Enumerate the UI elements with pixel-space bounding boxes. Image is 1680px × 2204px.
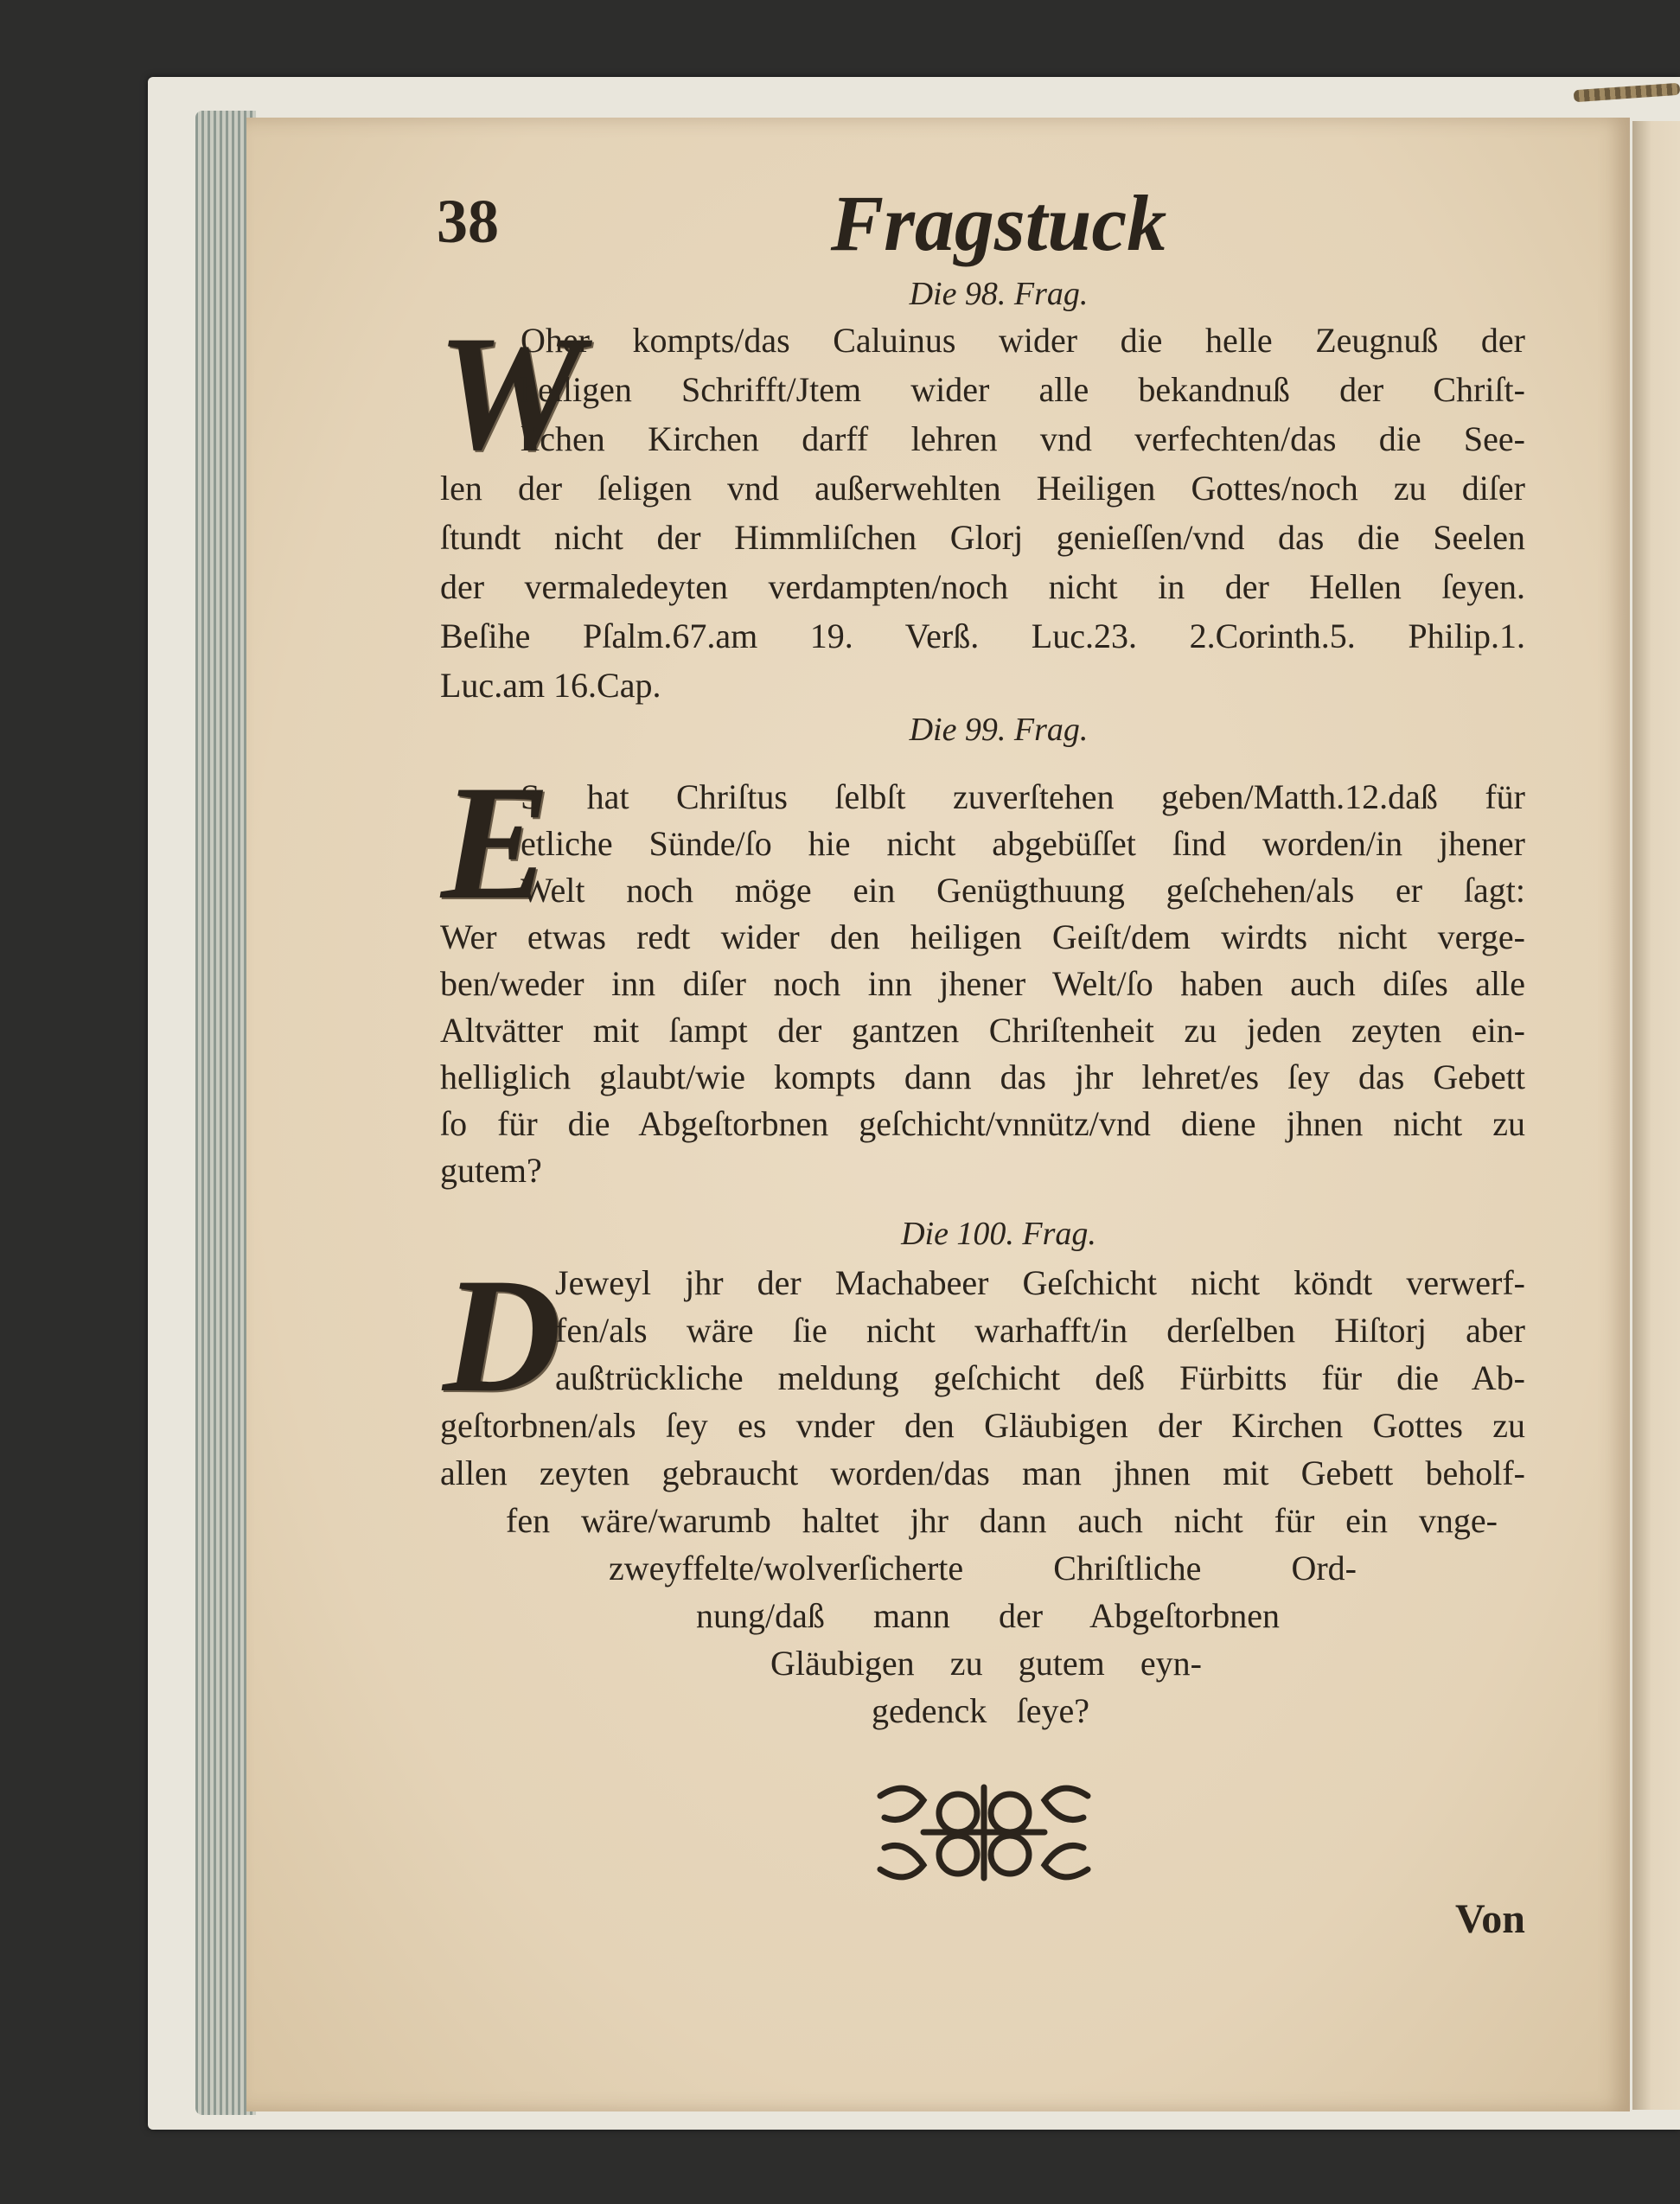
text-line: lichen Kirchen darff lehren vnd verfechten/das die See- [521,419,1525,458]
text-line: Luc.am 16.Cap. [440,666,661,705]
running-head: Fragstuck [830,179,1167,267]
text-line: geſtorbnen/als ſey es vnder den Gläubigen der Kirchen Gottes zu [440,1406,1525,1445]
text-line: S hat Chriſtus ſelbſt zuverſtehen geben/Matth.12.daß für [521,777,1525,816]
question-heading: Die 99. Frag. [909,712,1089,748]
text-line: heiligen Schrifft/Jtem wider alle bekandnuß der Chriſt- [521,370,1525,409]
text-line: Oher kompts/das Caluinus wider die helle Zeugnuß der [521,321,1525,360]
facing-page-edge [1632,121,1680,2110]
question-heading: Die 98. Frag. [909,276,1089,312]
text-line: ſtundt nicht der Himmliſchen Glorj genieſſen/vnd das die Seelen [440,518,1525,557]
text-line: allen zeyten gebraucht worden/das man jhnen mit Gebett beholf- [440,1453,1525,1492]
text-line: der vermaledeyten verdampten/noch nicht in der Hellen ſeyen. [440,567,1525,606]
drop-cap: W [437,303,583,484]
text-line: ben/weder inn diſer noch inn jhener Welt/ſo haben auch diſes alle [440,964,1525,1003]
text-line: außtrückliche meldung geſchicht deß Fürbitts für die Ab- [555,1358,1525,1397]
text-line: fen/als wäre ſie nicht warhafft/in derſelben Hiſtorj aber [555,1311,1525,1350]
text-line: Gläubigen zu gutem eyn- [770,1644,1202,1683]
text-line: nung/daß mann der Abgeſtorbnen [696,1596,1280,1635]
ornament-icon [872,1779,1096,1887]
text-line: gutem? [440,1151,542,1190]
text-line: len der ſeligen vnd außerwehlten Heiligen Gottes/noch zu diſer [440,469,1525,508]
text-line: ſo für die Abgeſtorbnen geſchicht/vnnütz/vnd diene jhnen nicht zu [440,1104,1525,1143]
text-line: fen wäre/warumb haltet jhr dann auch nicht für ein vnge- [506,1501,1498,1540]
drop-cap: D [443,1245,562,1427]
text-line: Jeweyl jhr der Machabeer Geſchicht nicht köndt verwerf- [555,1263,1525,1302]
question-heading: Die 100. Frag. [901,1216,1096,1252]
text-line: etliche Sünde/ſo hie nicht abgebüſſet ſind worden/in jhener [521,824,1525,863]
text-line: helliglich glaubt/wie kompts dann das jhr lehret/es ſey das Gebett [440,1057,1525,1096]
page-number: 38 [437,187,499,256]
text-line: Altvätter mit ſampt der gantzen Chriſtenheit zu jeden zeyten ein- [440,1011,1525,1050]
text-line: Welt noch möge ein Genügthuung geſchehen/als er ſagt: [521,871,1525,910]
text-line: zweyffelte/wolverſicherte Chriſtliche Ord- [609,1549,1357,1588]
text-line: Wer etwas redt wider den heiligen Geiſt/dem wirdts nicht verge- [440,917,1525,956]
drop-cap: E [441,752,551,934]
catchword: Von [1455,1896,1525,1942]
text-line: gedenck ſeye? [872,1691,1089,1730]
text-line: Beſihe Pſalm.67.am 19. Verß. Luc.23. 2.Corinth.5. Philip.1. [440,616,1525,655]
